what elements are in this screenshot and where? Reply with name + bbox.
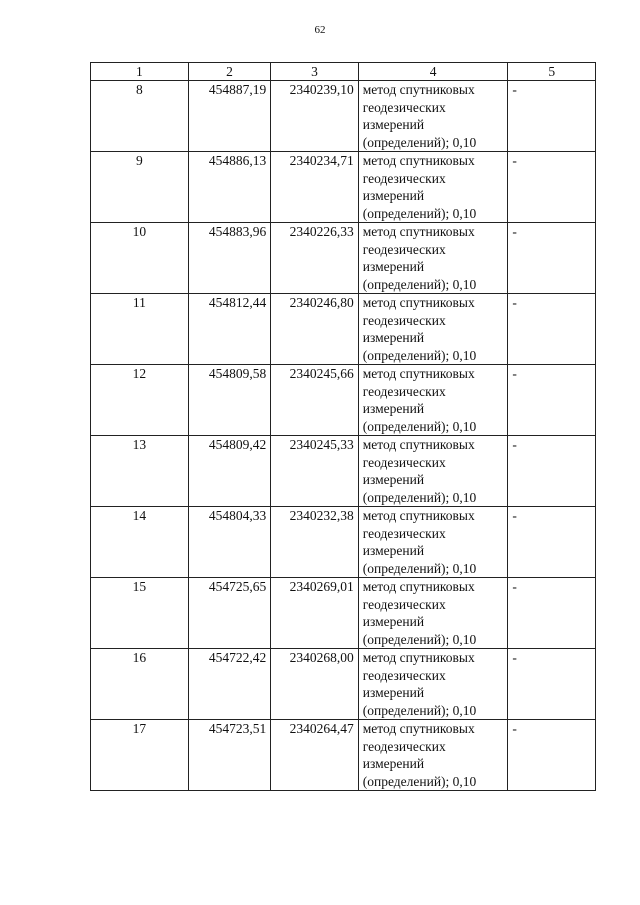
note-cell: -: [508, 223, 596, 294]
y-coordinate-cell: 2340264,47: [271, 720, 359, 791]
y-coordinate-cell: 2340269,01: [271, 578, 359, 649]
note-cell: -: [508, 720, 596, 791]
column-header-5: 5: [508, 63, 596, 81]
y-coordinate-cell: 2340245,66: [271, 365, 359, 436]
note-cell: -: [508, 507, 596, 578]
method-text-line: измерений: [362, 756, 425, 771]
method-text-line: метод спутниковых: [362, 721, 475, 736]
note-cell: -: [508, 294, 596, 365]
method-cell: [358, 578, 508, 649]
method-text-line: метод спутниковых: [362, 508, 475, 523]
method-cell: [358, 365, 508, 436]
method-text-line: геодезических: [362, 383, 446, 399]
method-text-line: метод спутниковых: [362, 153, 475, 168]
method-text-line: (определений); 0,10: [362, 631, 477, 647]
table-row: [91, 152, 596, 223]
table-row: [91, 578, 596, 649]
method-text-line: (определений); 0,10: [362, 134, 477, 150]
column-header-4: 4: [358, 63, 508, 81]
table-header-row: [91, 63, 596, 81]
point-number-cell: 8: [91, 81, 189, 152]
method-cell: [358, 81, 508, 152]
note-cell: -: [508, 365, 596, 436]
method-text-line: геодезических: [362, 667, 446, 683]
table-row: [91, 720, 596, 791]
method-text-line: метод спутниковых: [362, 224, 475, 239]
method-text-line: (определений); 0,10: [362, 276, 477, 292]
x-coordinate-cell: 454887,19: [188, 81, 270, 152]
method-text-line: геодезических: [362, 312, 446, 328]
note-cell: -: [508, 152, 596, 223]
method-text-line: (определений); 0,10: [362, 205, 477, 221]
method-text-line: (определений); 0,10: [362, 418, 477, 434]
method-cell: [358, 507, 508, 578]
method-text-line: геодезических: [362, 170, 446, 186]
method-text-line: (определений); 0,10: [362, 347, 477, 363]
point-number-cell: 10: [91, 223, 189, 294]
column-header-2: 2: [188, 63, 270, 81]
x-coordinate-cell: 454812,44: [188, 294, 270, 365]
coordinates-table: [90, 62, 596, 791]
method-text-line: метод спутниковых: [362, 437, 475, 452]
note-cell: -: [508, 578, 596, 649]
method-text-line: измерений: [362, 330, 425, 345]
method-text-line: измерений: [362, 117, 425, 132]
method-text-line: геодезических: [362, 99, 446, 115]
method-text-line: метод спутниковых: [362, 650, 475, 665]
x-coordinate-cell: 454883,96: [188, 223, 270, 294]
y-coordinate-cell: 2340239,10: [271, 81, 359, 152]
table-body: [91, 81, 596, 791]
method-cell: [358, 223, 508, 294]
table-row: [91, 507, 596, 578]
y-coordinate-cell: 2340246,80: [271, 294, 359, 365]
table-row: [91, 223, 596, 294]
table-row: [91, 365, 596, 436]
x-coordinate-cell: 454722,42: [188, 649, 270, 720]
method-text-line: (определений); 0,10: [362, 702, 477, 718]
x-coordinate-cell: 454809,58: [188, 365, 270, 436]
point-number-cell: 9: [91, 152, 189, 223]
column-header-3: 3: [271, 63, 359, 81]
method-text-line: метод спутниковых: [362, 295, 475, 310]
note-cell: -: [508, 81, 596, 152]
y-coordinate-cell: 2340232,38: [271, 507, 359, 578]
x-coordinate-cell: 454886,13: [188, 152, 270, 223]
point-number-cell: 17: [91, 720, 189, 791]
method-text-line: геодезических: [362, 241, 446, 257]
point-number-cell: 15: [91, 578, 189, 649]
table-row: [91, 81, 596, 152]
column-header-1: 1: [91, 63, 189, 81]
method-text-line: метод спутниковых: [362, 579, 475, 594]
table-row: [91, 649, 596, 720]
method-text-line: измерений: [362, 543, 425, 558]
point-number-cell: 13: [91, 436, 189, 507]
point-number-cell: 12: [91, 365, 189, 436]
y-coordinate-cell: 2340268,00: [271, 649, 359, 720]
y-coordinate-cell: 2340245,33: [271, 436, 359, 507]
method-text-line: (определений); 0,10: [362, 773, 477, 789]
method-text-line: метод спутниковых: [362, 82, 475, 97]
method-text-line: измерений: [362, 401, 425, 416]
y-coordinate-cell: 2340226,33: [271, 223, 359, 294]
method-text-line: измерений: [362, 685, 425, 700]
method-text-line: метод спутниковых: [362, 366, 475, 381]
note-cell: -: [508, 436, 596, 507]
method-text-line: (определений); 0,10: [362, 489, 477, 505]
x-coordinate-cell: 454809,42: [188, 436, 270, 507]
point-number-cell: 16: [91, 649, 189, 720]
method-text-line: (определений); 0,10: [362, 560, 477, 576]
method-cell: [358, 294, 508, 365]
x-coordinate-cell: 454723,51: [188, 720, 270, 791]
method-text-line: геодезических: [362, 454, 446, 470]
method-text-line: измерений: [362, 614, 425, 629]
page-number: 62: [314, 24, 326, 36]
method-cell: [358, 720, 508, 791]
point-number-cell: 11: [91, 294, 189, 365]
method-text-line: измерений: [362, 188, 425, 203]
method-cell: [358, 649, 508, 720]
table-row: [91, 436, 596, 507]
method-cell: [358, 436, 508, 507]
method-text-line: измерений: [362, 472, 425, 487]
x-coordinate-cell: 454804,33: [188, 507, 270, 578]
method-text-line: геодезических: [362, 596, 446, 612]
x-coordinate-cell: 454725,65: [188, 578, 270, 649]
point-number-cell: 14: [91, 507, 189, 578]
method-text-line: измерений: [362, 259, 425, 274]
method-text-line: геодезических: [362, 738, 446, 754]
method-text-line: геодезических: [362, 525, 446, 541]
method-cell: [358, 152, 508, 223]
y-coordinate-cell: 2340234,71: [271, 152, 359, 223]
table-row: [91, 294, 596, 365]
note-cell: -: [508, 649, 596, 720]
